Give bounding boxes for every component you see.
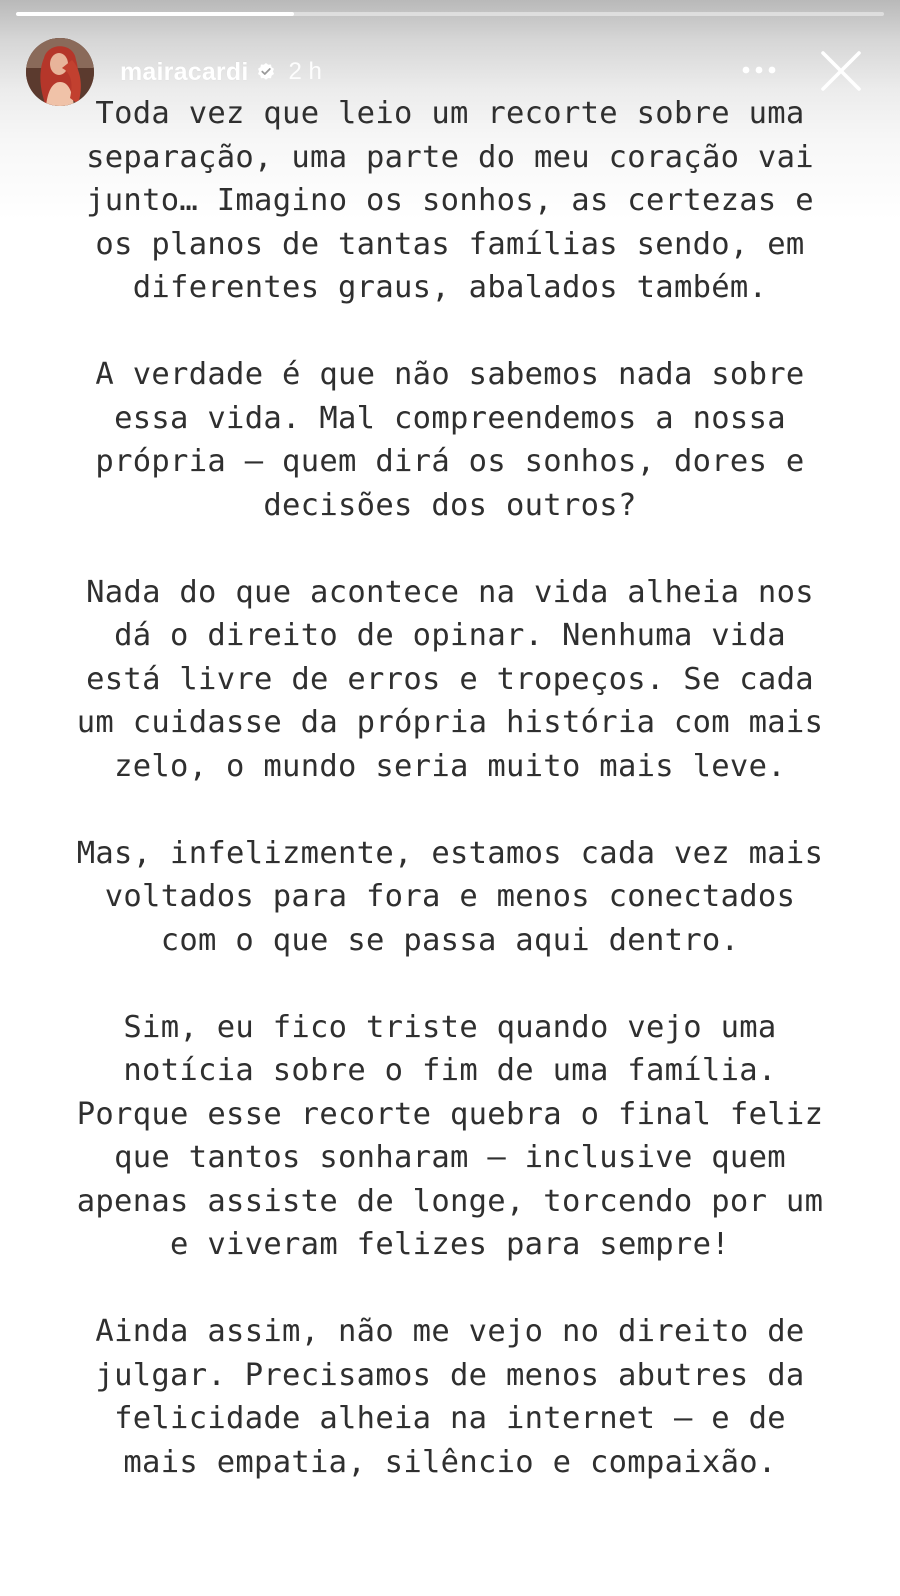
story-text-line: essa vida. Mal compreendemos a nossa (114, 400, 786, 436)
story-text-line: julgar. Precisamos de menos abutres da (95, 1357, 805, 1393)
story-text-line: diferentes graus, abalados também. (132, 270, 768, 305)
close-icon (819, 49, 863, 93)
story-text-line: Toda vez que leio um recorte sobre uma (95, 96, 805, 131)
story-text-line: Mas, infelizmente, estamos cada vez mais (76, 835, 824, 871)
story-text-line: própria — quem dirá os sonhos, dores e (95, 444, 805, 479)
story-paragraph (30, 1310, 870, 1484)
story-paragraph (30, 92, 870, 310)
story-timestamp: 2 h (288, 58, 322, 85)
story-text-line: os planos de tantas famílias sendo, em (95, 226, 805, 262)
more-options-button[interactable] (736, 52, 782, 88)
story-text-line: e viveram felizes para sempre! (170, 1227, 730, 1262)
story-text-line: apenas assiste de longe, torcendo por um (76, 1183, 824, 1219)
story-text-line: um cuidasse da própria história com mais (76, 705, 824, 740)
story-text-line: Sim, eu fico triste quando vejo uma (123, 1009, 777, 1045)
close-button[interactable] (814, 44, 868, 98)
story-paragraph (30, 353, 870, 527)
story-text (30, 92, 870, 1528)
story-text-line: decisões dos outros? (263, 487, 637, 523)
story-paragraph (30, 571, 870, 789)
story-text-line: felicidade alheia na internet — e de (114, 1401, 786, 1436)
story-text-line: Ainda assim, não me vejo no direito de (95, 1314, 805, 1349)
story-progress-fill (16, 12, 294, 16)
story-text-line: A verdade é que não sabemos nada sobre (95, 357, 805, 392)
story-paragraph (30, 1006, 870, 1267)
verified-badge-icon (256, 62, 276, 82)
more-horizontal-icon (742, 66, 776, 74)
story-text-line: Nada do que acontece na vida alheia nos (86, 574, 814, 610)
story-progress-bar (16, 12, 884, 16)
story-text-line: junto… Imagino os sonhos, as certezas e (86, 183, 814, 218)
story-text-line: notícia sobre o fim de uma família. (123, 1053, 777, 1088)
story-text-line: Porque esse recorte quebra o final feliz (76, 1096, 824, 1132)
story-text-line: com o que se passa aqui dentro. (160, 922, 740, 958)
story-text-line: está livre de erros e tropeços. Se cada (86, 661, 814, 697)
story-text-line: zelo, o mundo seria muito mais leve. (114, 748, 786, 784)
story-username[interactable]: mairacardi (120, 57, 249, 86)
story-text-line: dá o direito de opinar. Nenhuma vida (114, 618, 786, 653)
story-paragraph (30, 832, 870, 963)
story-text-line: que tantos sonharam — inclusive quem (114, 1140, 786, 1175)
story-text-line: mais empatia, silêncio e compaixão. (123, 1444, 777, 1480)
story-text-line: voltados para fora e menos conectados (104, 879, 796, 914)
story-text-line: separação, uma parte do meu coração vai (86, 139, 814, 175)
